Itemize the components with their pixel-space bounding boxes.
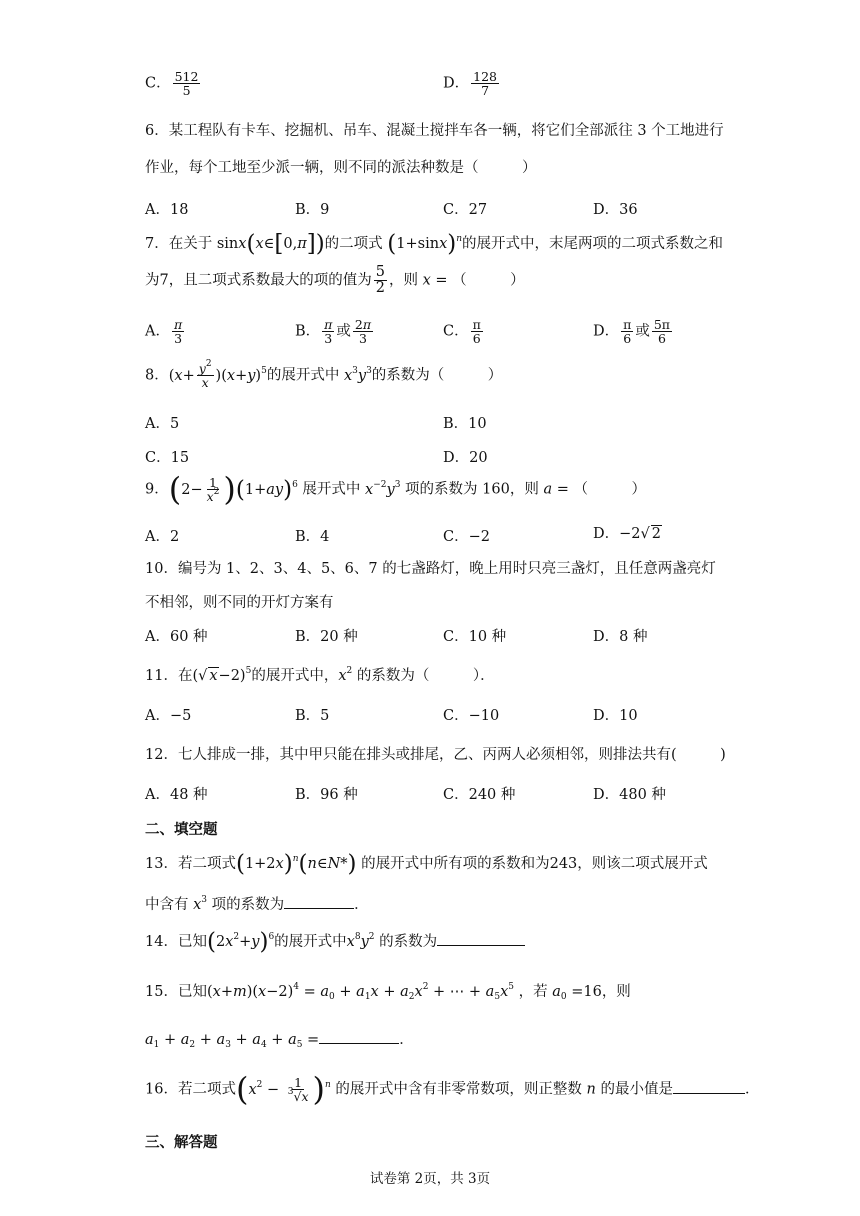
- answer-blank[interactable]: [319, 1031, 399, 1044]
- q8-option-b[interactable]: B．10: [443, 416, 487, 432]
- q12-option-b[interactable]: B．96 种: [295, 787, 358, 803]
- answer-blank[interactable]: [284, 896, 354, 909]
- math-expr: (√ x−2)$^5$: [192, 666, 252, 684]
- math-expr: $x^2$: [338, 666, 353, 684]
- q16-stem: 16．若二项式($x^2$ − $\frac{1}{^3√x}$ )$^n$ 的展开式中含有非零常数项，则正整数 n 的最小值是 ．: [145, 1069, 760, 1108]
- fraction: $\frac{\pi}{3}$: [173, 317, 183, 347]
- fraction: $\frac{128}{7}$: [473, 69, 497, 99]
- q11-option-a[interactable]: A．−5: [145, 708, 192, 724]
- q11-option-b[interactable]: B．5: [295, 708, 330, 724]
- q9-option-c[interactable]: C．−2: [443, 529, 490, 545]
- answer-blank[interactable]: [673, 1081, 745, 1094]
- q11-option-d[interactable]: D．10: [593, 708, 638, 724]
- math-expr: $(1+2x)^n(n\in N*)$: [235, 851, 357, 877]
- math-expr: $(2x^2+y)^6$: [206, 929, 275, 955]
- q10-option-d[interactable]: D．8 种: [593, 629, 648, 645]
- fraction: $\frac{5\pi}{6}$: [653, 317, 671, 347]
- fraction: $\frac{\pi}{6}$: [472, 317, 481, 347]
- math-expr: $(x+m)(x-2)^4 = a_0 + a_1x + a_2x^2$ + ⋯ + $a_5x^5$: [206, 982, 514, 1002]
- q10-option-b[interactable]: B．20 种: [295, 629, 358, 645]
- section-heading-fill-blank: 二、填空题: [145, 822, 218, 838]
- q7-stem-line1: 7．在关于 sinx(x∈[0,π])的二项式 $(1+\sin x)^n$的展开式中，末尾两项的二项式系数之和: [145, 231, 724, 257]
- q7-stem-line2: 为7，且二项式系数最大的项的值为 $\frac{5}{2}$ ，则 x = （ ）: [145, 264, 525, 297]
- q12-option-d[interactable]: D．480 种: [593, 787, 666, 803]
- q8-option-d[interactable]: D．20: [443, 450, 488, 466]
- q6-stem-line1: 6．某工程队有卡车、挖掘机、吊车、混凝土搅拌车各一辆，将它们全部派往 3 个工地进行: [145, 123, 724, 139]
- q8-stem: 8．(x+ $\frac{y^2}{x}$ )$(x+y)^5$的展开式中 $x^3y^3$的系数为（ ）: [145, 359, 503, 391]
- q7-option-a[interactable]: A． $\frac{\pi}{3}$: [145, 317, 183, 347]
- q12-stem: 12．七人排成一排，其中甲只能在排头或排尾，乙、丙两人必须相邻，则排法共有( ): [145, 747, 726, 763]
- math-expr: $x^3$: [193, 895, 208, 913]
- q9-option-b[interactable]: B．4: [295, 529, 330, 545]
- q10-stem-line2: 不相邻，则不同的开灯方案有: [145, 595, 334, 611]
- q7-option-b[interactable]: B． $\frac{\pi}{3}$ 或 $\frac{2\pi}{3}$: [295, 317, 372, 347]
- page-footer: 试卷第 2页，共 3页: [369, 1171, 491, 1187]
- q6-stem-line2: 作业，每个工地至少派一辆，则不同的派法种数是（ ）: [145, 160, 537, 176]
- q8-option-c[interactable]: C．15: [145, 450, 190, 466]
- q13-stem-line2: 中含有 $x^3$ 项的系数为 ．: [145, 895, 369, 913]
- math-expr: $a_0 =16$: [552, 984, 602, 1002]
- math-expr: (2− $\frac{1}{x^2}$ )$(1+ay)^6$: [168, 469, 298, 508]
- q12-option-a[interactable]: A．48 种: [145, 787, 208, 803]
- q8-option-a[interactable]: A．5: [145, 416, 180, 432]
- math-expr: $x^3y^3$: [343, 365, 372, 384]
- q12-option-c[interactable]: C．240 种: [443, 787, 516, 803]
- q10-option-c[interactable]: C．10 种: [443, 629, 507, 645]
- q9-stem: 9．(2− $\frac{1}{x^2}$ )$(1+ay)^6$ 展开式中 $x^{-2}y^3$ 项的系数为 160，则 a = （ ）: [145, 469, 646, 508]
- q15-stem-line2: $a_1 + a_2 + a_3 + a_4 + a_5$ = ．: [145, 1032, 414, 1050]
- math-expr: $x^{-2}y^3$: [365, 479, 401, 498]
- math-expr: $x^8y^2$: [346, 932, 375, 950]
- q5-option-c[interactable]: C． $\frac{512}{5}$: [145, 69, 199, 99]
- q5-option-d[interactable]: D． $\frac{128}{7}$: [443, 69, 497, 99]
- q11-option-c[interactable]: C．−10: [443, 708, 500, 724]
- q10-option-a[interactable]: A．60 种: [145, 629, 208, 645]
- fraction: $\frac{\pi}{6}$: [623, 317, 632, 347]
- section-heading-solution: 三、解答题: [145, 1135, 218, 1151]
- q6-option-b[interactable]: B．9: [295, 202, 330, 218]
- math-expr: ($x^2$ − $\frac{1}{^3√x}$ )$^n$: [235, 1069, 331, 1108]
- q15-stem-line1: 15．已知$(x+m)(x-2)^4 = a_0 + a_1x + a_2x^2$ + ⋯ + $a_5x^5$ ，若 $a_0 =16$，则: [145, 982, 631, 1002]
- q14-stem: 14．已知$(2x^2+y)^6$的展开式中$x^8y^2$ 的系数为: [145, 930, 525, 951]
- math-expr: $(1+\sin x)^n$: [387, 231, 463, 257]
- math-expr: sinx(x∈[0,π]): [216, 231, 325, 257]
- fraction: $\frac{5}{2}$: [375, 264, 385, 297]
- q6-option-d[interactable]: D．36: [593, 202, 638, 218]
- q11-stem: 11．在(√ x−2)$^5$的展开式中，$x^2$ 的系数为（ ）．: [145, 666, 495, 684]
- q7-option-c[interactable]: C． $\frac{\pi}{6}$: [443, 317, 481, 347]
- q13-stem-line1: 13．若二项式$(1+2x)^n(n\in N*)$ 的展开式中所有项的系数和为243，则该二项式展开式: [145, 851, 708, 877]
- math-expr: −2√ 2: [619, 526, 661, 542]
- q10-stem-line1: 10．编号为 1、2、3、4、5、6、7 的七盏路灯，晚上用时只亮三盏灯，且任意两盏亮灯: [145, 561, 716, 577]
- q6-option-a[interactable]: A．18: [145, 202, 189, 218]
- fraction: $\frac{\pi}{3}$: [324, 317, 333, 347]
- answer-blank[interactable]: [437, 933, 525, 946]
- fraction: $\frac{512}{5}$: [174, 69, 199, 99]
- math-expr: (x+ $\frac{y^2}{x}$ )$(x+y)^5$: [168, 359, 267, 391]
- q6-option-c[interactable]: C．27: [443, 202, 488, 218]
- q9-option-a[interactable]: A．2: [145, 529, 180, 545]
- math-expr: $a_1 + a_2 + a_3 + a_4 + a_5$ =: [145, 1032, 320, 1050]
- fraction: $\frac{2\pi}{3}$: [354, 317, 372, 347]
- q7-option-d[interactable]: D． $\frac{\pi}{6}$ 或 $\frac{5\pi}{6}$: [593, 317, 671, 347]
- q9-option-d[interactable]: D．−2√ 2: [593, 526, 661, 542]
